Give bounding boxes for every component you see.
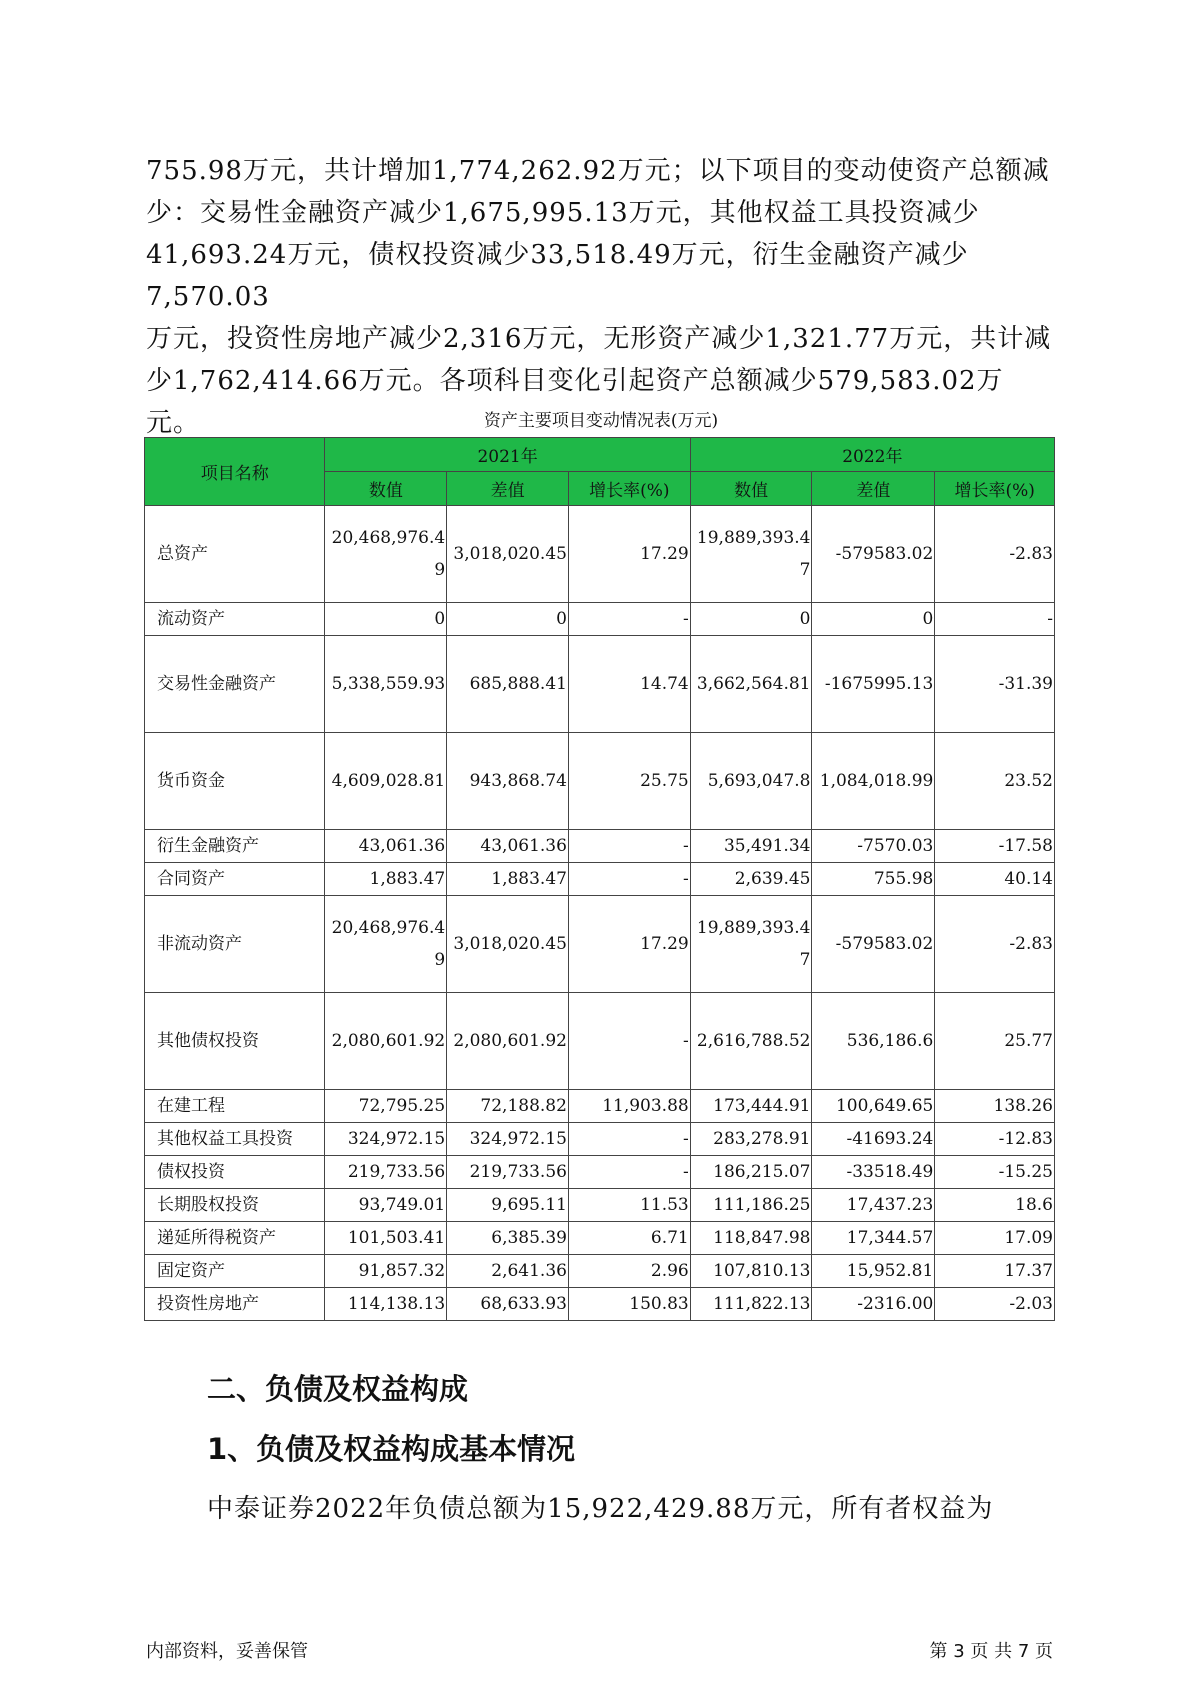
table-row (145, 1090, 1055, 1123)
table-cell: - (568, 863, 690, 896)
table-cell: -1675995.13 (812, 636, 935, 733)
subheader-value: 数值 (325, 472, 447, 506)
table-cell: 5,693,047.8 (690, 733, 812, 830)
table-cell: 17.09 (935, 1222, 1055, 1255)
row-item-name: 在建工程 (145, 1090, 325, 1123)
subheader-value: 数值 (690, 472, 812, 506)
table-cell: 6,385.39 (447, 1222, 569, 1255)
row-item-name: 衍生金融资产 (145, 830, 325, 863)
header-year-2021: 2021年 (325, 438, 690, 472)
table-cell: 107,810.13 (690, 1255, 812, 1288)
table-row (145, 1222, 1055, 1255)
table-cell: 9,695.11 (447, 1189, 569, 1222)
table-cell: -41693.24 (812, 1123, 935, 1156)
table-cell: 219,733.56 (447, 1156, 569, 1189)
table-cell: 4,609,028.81 (325, 733, 447, 830)
table-cell: 20,468,976.49 (325, 896, 447, 993)
header-year-2022: 2022年 (690, 438, 1054, 472)
table-cell: 35,491.34 (690, 830, 812, 863)
subsection-heading: 1、负债及权益构成基本情况 (207, 1432, 576, 1466)
row-item-name: 交易性金融资产 (145, 636, 325, 733)
table-cell: 114,138.13 (325, 1288, 447, 1321)
table-cell: -579583.02 (812, 896, 935, 993)
intro-line: 少1,762,414.66万元。各项科目变化引起资产总额减少579,583.02万元。 (146, 366, 1004, 438)
table-cell: - (568, 993, 690, 1090)
table-cell: 2.96 (568, 1255, 690, 1288)
row-item-name: 总资产 (145, 506, 325, 603)
table-cell: 15,952.81 (812, 1255, 935, 1288)
intro-line: 755.98万元，共计增加1,774,262.92万元；以下项目的变动使资产总额减 (146, 156, 1050, 186)
table-cell: 14.74 (568, 636, 690, 733)
subheader-growth: 增长率(%) (568, 472, 690, 506)
row-item-name: 货币资金 (145, 733, 325, 830)
table-row (145, 896, 1055, 993)
table-row (145, 506, 1055, 603)
table-cell: 3,018,020.45 (447, 506, 569, 603)
table-cell: 685,888.41 (447, 636, 569, 733)
table-cell: 2,080,601.92 (325, 993, 447, 1090)
table-cell: 0 (812, 603, 935, 636)
row-item-name: 非流动资产 (145, 896, 325, 993)
table-cell: 755.98 (812, 863, 935, 896)
table-cell: 72,795.25 (325, 1090, 447, 1123)
table-cell: 17.37 (935, 1255, 1055, 1288)
table-cell: 68,633.93 (447, 1288, 569, 1321)
table-row (145, 1156, 1055, 1189)
table-caption: 资产主要项目变动情况表(万元) (483, 411, 719, 431)
table-cell: 283,278.91 (690, 1123, 812, 1156)
intro-line: 万元，投资性房地产减少2,316万元，无形资产减少1,321.77万元，共计减 (146, 324, 1052, 354)
subheader-growth: 增长率(%) (935, 472, 1055, 506)
table-body (145, 506, 1055, 1321)
subheader-diff: 差值 (812, 472, 935, 506)
table-cell: - (568, 830, 690, 863)
table-cell: 3,018,020.45 (447, 896, 569, 993)
table-cell: 1,084,018.99 (812, 733, 935, 830)
intro-line: 41,693.24万元，债权投资减少33,518.49万元，衍生金融资产减少7,570.03 (146, 240, 969, 312)
table-cell: 2,639.45 (690, 863, 812, 896)
section-heading: 二、负债及权益构成 (207, 1372, 469, 1406)
table-cell: -7570.03 (812, 830, 935, 863)
table-cell: 118,847.98 (690, 1222, 812, 1255)
table-cell: 186,215.07 (690, 1156, 812, 1189)
table-cell: 101,503.41 (325, 1222, 447, 1255)
subheader-diff: 差值 (447, 472, 569, 506)
table-cell: - (568, 1156, 690, 1189)
table-row (145, 993, 1055, 1090)
table-cell: 2,641.36 (447, 1255, 569, 1288)
table-row (145, 733, 1055, 830)
footer-confidential-note: 内部资料，妥善保管 (146, 1641, 308, 1662)
intro-line: 少：交易性金融资产减少1,675,995.13万元，其他权益工具投资减少 (146, 198, 980, 228)
table-cell: 19,889,393.47 (690, 506, 812, 603)
table-cell: 219,733.56 (325, 1156, 447, 1189)
table-cell: 324,972.15 (325, 1123, 447, 1156)
table-cell: 18.6 (935, 1189, 1055, 1222)
table-cell: 111,186.25 (690, 1189, 812, 1222)
table-cell: 17,437.23 (812, 1189, 935, 1222)
table-cell: 0 (690, 603, 812, 636)
row-item-name: 其他债权投资 (145, 993, 325, 1090)
row-item-name: 流动资产 (145, 603, 325, 636)
table-row (145, 1255, 1055, 1288)
row-item-name: 递延所得税资产 (145, 1222, 325, 1255)
table-cell: 1,883.47 (325, 863, 447, 896)
table-cell: 20,468,976.49 (325, 506, 447, 603)
table-cell: 11.53 (568, 1189, 690, 1222)
table-cell: 536,186.6 (812, 993, 935, 1090)
table-cell: 91,857.32 (325, 1255, 447, 1288)
table-cell: -15.25 (935, 1156, 1055, 1189)
table-cell: 43,061.36 (447, 830, 569, 863)
footer-page-number: 第 3 页 共 7 页 (929, 1641, 1053, 1662)
table-cell: 19,889,393.47 (690, 896, 812, 993)
table-cell: 0 (447, 603, 569, 636)
table-cell: 0 (325, 603, 447, 636)
table-cell: -2.83 (935, 506, 1055, 603)
table-cell: -17.58 (935, 830, 1055, 863)
table-cell: -2.83 (935, 896, 1055, 993)
table-row (145, 603, 1055, 636)
table-cell: 17.29 (568, 896, 690, 993)
table-cell: -12.83 (935, 1123, 1055, 1156)
table-cell: 138.26 (935, 1090, 1055, 1123)
table-cell: -2.03 (935, 1288, 1055, 1321)
table-cell: 3,662,564.81 (690, 636, 812, 733)
table-row (145, 1288, 1055, 1321)
table-cell: 11,903.88 (568, 1090, 690, 1123)
asset-change-table (144, 437, 1055, 1321)
table-cell: 943,868.74 (447, 733, 569, 830)
table-header-row (145, 438, 1055, 472)
table-cell: 93,749.01 (325, 1189, 447, 1222)
row-item-name: 长期股权投资 (145, 1189, 325, 1222)
table-cell: 43,061.36 (325, 830, 447, 863)
table-cell: 72,188.82 (447, 1090, 569, 1123)
table-cell: -31.39 (935, 636, 1055, 733)
table-cell: 5,338,559.93 (325, 636, 447, 733)
table-row (145, 1189, 1055, 1222)
table-cell: - (568, 603, 690, 636)
table-cell: 2,616,788.52 (690, 993, 812, 1090)
table-cell: -33518.49 (812, 1156, 935, 1189)
table-cell: 150.83 (568, 1288, 690, 1321)
table-cell: -579583.02 (812, 506, 935, 603)
row-item-name: 投资性房地产 (145, 1288, 325, 1321)
table-cell: 324,972.15 (447, 1123, 569, 1156)
table-row (145, 636, 1055, 733)
row-item-name: 债权投资 (145, 1156, 325, 1189)
table-cell: - (568, 1123, 690, 1156)
table-cell: 17,344.57 (812, 1222, 935, 1255)
table-row (145, 1123, 1055, 1156)
outro-paragraph: 中泰证券2022年负债总额为15,922,429.88万元，所有者权益为 (207, 1494, 994, 1524)
table-cell: 17.29 (568, 506, 690, 603)
row-item-name: 其他权益工具投资 (145, 1123, 325, 1156)
table-cell: - (935, 603, 1055, 636)
table-cell: 1,883.47 (447, 863, 569, 896)
table-cell: 100,649.65 (812, 1090, 935, 1123)
table-cell: 6.71 (568, 1222, 690, 1255)
table-cell: 111,822.13 (690, 1288, 812, 1321)
table-cell: 40.14 (935, 863, 1055, 896)
row-item-name: 固定资产 (145, 1255, 325, 1288)
table-cell: 2,080,601.92 (447, 993, 569, 1090)
header-item-name: 项目名称 (145, 438, 325, 506)
table-cell: 23.52 (935, 733, 1055, 830)
table-cell: 173,444.91 (690, 1090, 812, 1123)
table-cell: 25.77 (935, 993, 1055, 1090)
table-row (145, 830, 1055, 863)
intro-paragraph (146, 150, 1056, 444)
table-cell: -2316.00 (812, 1288, 935, 1321)
row-item-name: 合同资产 (145, 863, 325, 896)
table-row (145, 863, 1055, 896)
table-cell: 25.75 (568, 733, 690, 830)
